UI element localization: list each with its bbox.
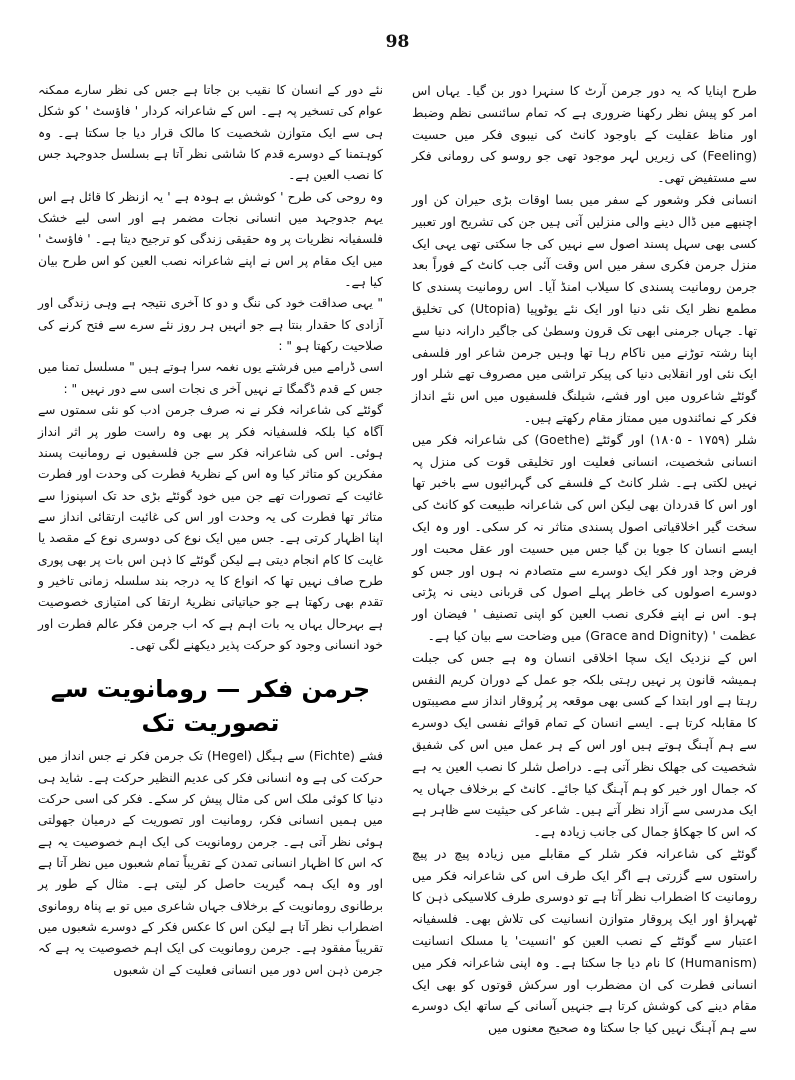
right-text-column — [412, 80, 757, 1039]
left-paragraph-2: وہ روحی کی طرح ' کوشش بے ہودہ ہے ' یہ ازنظر کا قائل ہے اس یہم جدوجہد میں انسانی نجات مضمر ہے اور اسی لیے خشک فلسفیانہ نظریات پر وہ حقیقی زندگی کو ترجیح دیتا ہے۔ ' فاؤسٹ ' میں ایک مقام پر اس نے اپنے شاعرانہ نصب العین کو اس طرح بیان کیا ہے۔ — [38, 189, 383, 290]
left-paragraph-3: گوئٹے کی شاعرانہ فکر نے نہ صرف جرمن ادب کو نئی سمتوں سے آگاہ کیا بلکہ فلسفیانہ فکر پر بھی وہ راست طور پر اثر انداز ہوئی۔ اس کی شاعرانہ فکر سے جن فلسفیوں نے رومانیت پسند مفکرین کو متاثر کیا وہ اس کے نظریۂ فطرت کی وحدت اور فطرت غائیت کے تصورات تھے جن میں خود گوئٹے بڑی حد تک اسپنوزا سے متاثر تھا فطرت کی یہ وحدت اور اس کی غائیت ارتقائی انداز سے اپنا اظہار کرتی ہے۔ جس میں ایک نوع کی دوسری نوع کے مقصد یا غایت کا کام انجام دیتی ہے لیکن گوئٹے کا ذہن اس بات پر بھی پوری طرح صاف نہیں تھا کہ انواع کا یہ درجہ بند سلسلہ زمانی تاخیر و تقدم بھی رکھتا ہے جو حیاتیاتی نظریۂ ارتقا کی امتیازی خصوصیت ہے بہرحال یہاں یہ بات اہم ہے کہ اب جرمن فکر عالم فطرت اور خود انسانی وجود کو حرکت پذیر دیکھنے لگی تھی۔ — [38, 403, 383, 652]
right-paragraph-1: طرح اپنایا کہ یہ دور جرمن آرٹ کا سنہرا دور بن گیا۔ یہاں اس امر کو پیش نظر رکھنا ضروری ہے کہ تمام سائنسی نظم وضبط اور مناظ عقلیت کے باوجود کانٹ کی نیبوی فکر میں حسیت (Feeling) کی زیریں لہر موجود تھی جو روسو کی رومانی فکر سے مستفیض تھی۔ — [412, 83, 757, 186]
left-paragraph-4: فشے (Fichte) سے ہیگل (Hegel) تک جرمن فکر نے جس انداز میں حرکت کی ہے وہ انسانی فکر کی عدیم النظیر حرکت ہے۔ شاید ہی دنیا کا کوئی ملک اس کی مثال پیش کر سکے۔ فکر کی اسی حرکت میں ہمیں انسانی فکر، رومانیت اور تصوریت کے درمیان جھولتی ہوئی نظر آتی ہے۔ جرمن رومانویت کی ایک اہم خصوصیت یہ ہے کہ اس کا اظہار انسانی تمدن کے تقریباً تمام شعبوں میں نظر آتا ہے اور وہ ایک ہمہ گیریت حاصل کر لیتی ہے۔ مثال کے طور پر برطانوی رومانویت کے برخلاف جہاں شاعری میں تو بے پناہ رومانوی اضطراب نظر آتا ہے لیکن اس کا عکس فکر کے دوسرے شعبوں میں تقریباً مفقود ہے۔ جرمن رومانویت کی ایک اہم خصوصیت یہ ہے کہ جرمن ذہن اس دور میں انسانی فعلیت کے ان شعبوں — [38, 749, 383, 977]
right-paragraph-2: انسانی فکر وشعور کے سفر میں بسا اوقات بڑی حیران کن اور اچنبھے میں ڈال دینے والی منزلیں آتی ہیں جن کی تشریح اور تعبیر کسی بھی سہل پسند اصول سے نہیں کی جا سکتی تھی یہی ایک منزل جرمن فکری سفر میں اس وقت آئی جب کانٹ کے فوراً بعد جرمن رومانیت پسندی کا سیلاب امنڈ آیا۔ اس رومانیت پسندی کا مطمع نظر ایک نئی دنیا اور ایک نئے یوٹوپیا (Utopia) کی تخلیق تھا۔ جہاں جرمنی ابھی تک قرون وسطیٰ کی جاگیر دارانہ دنیا سے اپنا رشتہ توڑنے میں ناکام رہا تھا وہیں جرمن شاعر اور فلسفی ایک نئی اور انقلابی دنیا کی پیکر تراشی میں مصروف تھے شلر اور گوئٹے شاعروں میں اور فشے، شیلنگ فلسفیوں میں اس نئے انداز فکر کے نمائندوں میں ممتاز مقام رکھتے ہیں۔ — [412, 191, 758, 425]
left-paragraph-1: نئے دور کے انسان کا نقیب بن جاتا ہے جس کی نظر سارے ممکنہ عوام کی تسخیر پہ ہے۔ اس کے شاعرانہ کردار ' فاؤسٹ ' کو شکل ہی سے ایک متوازن شخصیت کا مالک قرار دیا جا سکتا ہے۔ وہ کوہتمنا کے دوسرے قدم کا شاشی نظر آتا ہے بسلسل جدوجہد جس کا نصب العین ہے۔ — [38, 83, 383, 183]
left-quote-2: اسی ڈرامے میں فرشتے یوں نغمہ سرا ہوتے ہیں " مسلسل تمنا میں جس کے قدم ڈگمگا تے نہیں آخر ی نجات اسی سے دور نہیں " : — [38, 360, 383, 396]
right-paragraph-5: گوئٹے کی شاعرانہ فکر شلر کے مقابلے میں زیادہ پیچ در پیچ راستوں سے گزرتی ہے اگر ایک طرف اس کی شاعرانہ فکر میں رومانیت کا اضطراب نظر آتا ہے تو دوسری طرف کلاسیکی ذہن کا ٹھہراؤ اور ایک پروقار متوازن انسانیت کی تلاش بھی۔ فلسفیانہ اعتبار سے گوئٹے کے نصب العین کو 'انسیت' یا مسلک انسانیت (Humanism) کا نام دیا جا سکتا ہے۔ وہ اپنی شاعرانہ فکر میں انسانی فطرت کی ان مضطرب اور سرکش قوتوں کو بھی ایک مقام دینے کی کوشش کرتا ہے جنہیں آسانی کے ساتھ ایک دوسرے سے ہم آہنگ نہیں کیا جا سکتا وہ صحیح معنوں میں — [412, 845, 757, 1036]
section-heading: جرمن فکر — رومانویت سے تصوریت تک — [50, 675, 371, 738]
page-number: 98 — [385, 32, 410, 52]
left-quote-1: " یہی صداقت خود کی ننگ و دو کا آخری نتیجہ ہے وہی زندگی اور آزادی کا حقدار بنتا ہے جو انہیں ہر روز نئے سرے سے فتح کرنے کی صلاحیت رکھتا ہو " : — [38, 296, 383, 354]
left-text-column — [38, 80, 383, 981]
right-paragraph-3: شلر (۱۷۵۹ - ۱۸۰۵) اور گوئٹے (Goethe) کی شاعرانہ فکر میں انسانی شخصیت، انسانی فعلیت اور تخلیقی قوت کی منزل پہ نہیں لکتی ہے۔ شلر کانٹ کے فلسفے کی گہرائیوں سے باخبر تھا اور اس کا قدردان بھی لیکن اس کی شاعرانہ طبیعت کو کانٹ کی سخت گیر اخلاقیاتی اصول پسندی متاثر نہ کر سکی۔ اور وہ ایک ایسے انسان کا جویا بن گیا جس میں حسیت اور عقل محبت اور فرض وجد اور فکر ایک دوسرے سے متصادم نہ ہوں اور جس کو دوسرے اصولوں کی خاطر پہلے اصول کی قربانی دینی نہ پڑتی ہو۔ اس نے اپنے فکری نصب العین کو اپنی تصنیف ' فیضان اور عظمت ' (Grace and Dignity) میں وضاحت سے بیان کیا ہے۔ — [412, 431, 758, 643]
right-paragraph-4: اس کے نزدیک ایک سچا اخلاقی انسان وہ ہے جس کی جبلت ہمیشہ قانون پر نہیں رہتی بلکہ جو عمل کے دوران کریم النفس رہتا ہے اور ابتدا کے کسی بھی موقعہ پر پُروقار انداز سے مصیبتوں کا مقابلہ کرتا ہے۔ ایسے انسان کے تمام قوائے نفسی ایک دوسرے سے ہم آہنگ ہوتے ہیں اور اس کے ہر عمل میں اس کی شفیق شخصیت کی جھلک نظر آتی ہے۔ دراصل شلر کا نصب العین یہ ہے کہ جمال اور خیر کو ہم آہنگ کیا جائے۔ کانٹ کے برخلاف جہاں یہ ایک مدرسی سے آزاد نظر آتے ہیں۔ شاعر کی حیثیت سے ظاہر ہے کہ اس کا جھکاؤ جمال کی جانب زیادہ ہے۔ — [412, 649, 757, 840]
